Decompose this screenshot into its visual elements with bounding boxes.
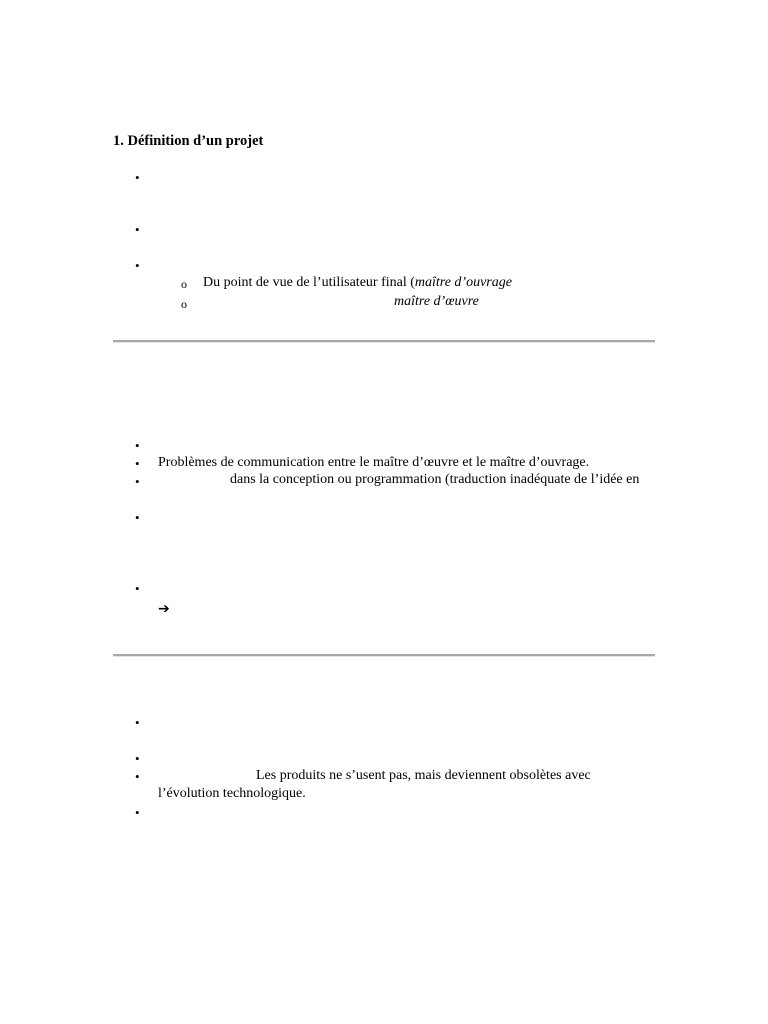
bullet-icon: • bbox=[135, 170, 140, 185]
bullet-icon: • bbox=[135, 581, 140, 596]
bullet-icon: • bbox=[135, 258, 140, 273]
list-item: Les produits ne s’usent pas, mais deviennent obsolètes avec bbox=[256, 768, 591, 783]
bullet-icon: • bbox=[135, 222, 140, 237]
bullet-icon: • bbox=[135, 456, 140, 471]
list-item-continuation: l’évolution technologique. bbox=[158, 786, 306, 801]
bullet-icon: • bbox=[135, 805, 140, 820]
bullet-icon: • bbox=[135, 769, 140, 784]
section-heading: 1. Définition d’un projet bbox=[113, 133, 264, 149]
horizontal-rule bbox=[113, 654, 655, 657]
bullet-icon: • bbox=[135, 715, 140, 730]
sub-item-end-user bbox=[203, 274, 512, 292]
circle-bullet-icon: o bbox=[181, 277, 187, 291]
list-item: Problèmes de communication entre le maître d’œuvre et le maître d’ouvrage. bbox=[158, 455, 590, 470]
horizontal-rule bbox=[113, 340, 655, 343]
sub-item-italic: maître d’œuvre bbox=[394, 294, 479, 309]
list-item: dans la conception ou programmation (traduction inadéquate de l’idée en bbox=[230, 472, 640, 487]
circle-bullet-icon: o bbox=[181, 297, 187, 311]
bullet-icon: • bbox=[135, 438, 140, 453]
arrow-right-icon: ➔ bbox=[158, 601, 170, 617]
bullet-icon: • bbox=[135, 751, 140, 766]
sub-item-text: Du point de vue de l’utilisateur final ( bbox=[203, 275, 415, 290]
bullet-icon: • bbox=[135, 474, 140, 489]
sub-item-italic: maître d’ouvrage bbox=[414, 275, 512, 290]
bullet-icon: • bbox=[135, 510, 140, 525]
